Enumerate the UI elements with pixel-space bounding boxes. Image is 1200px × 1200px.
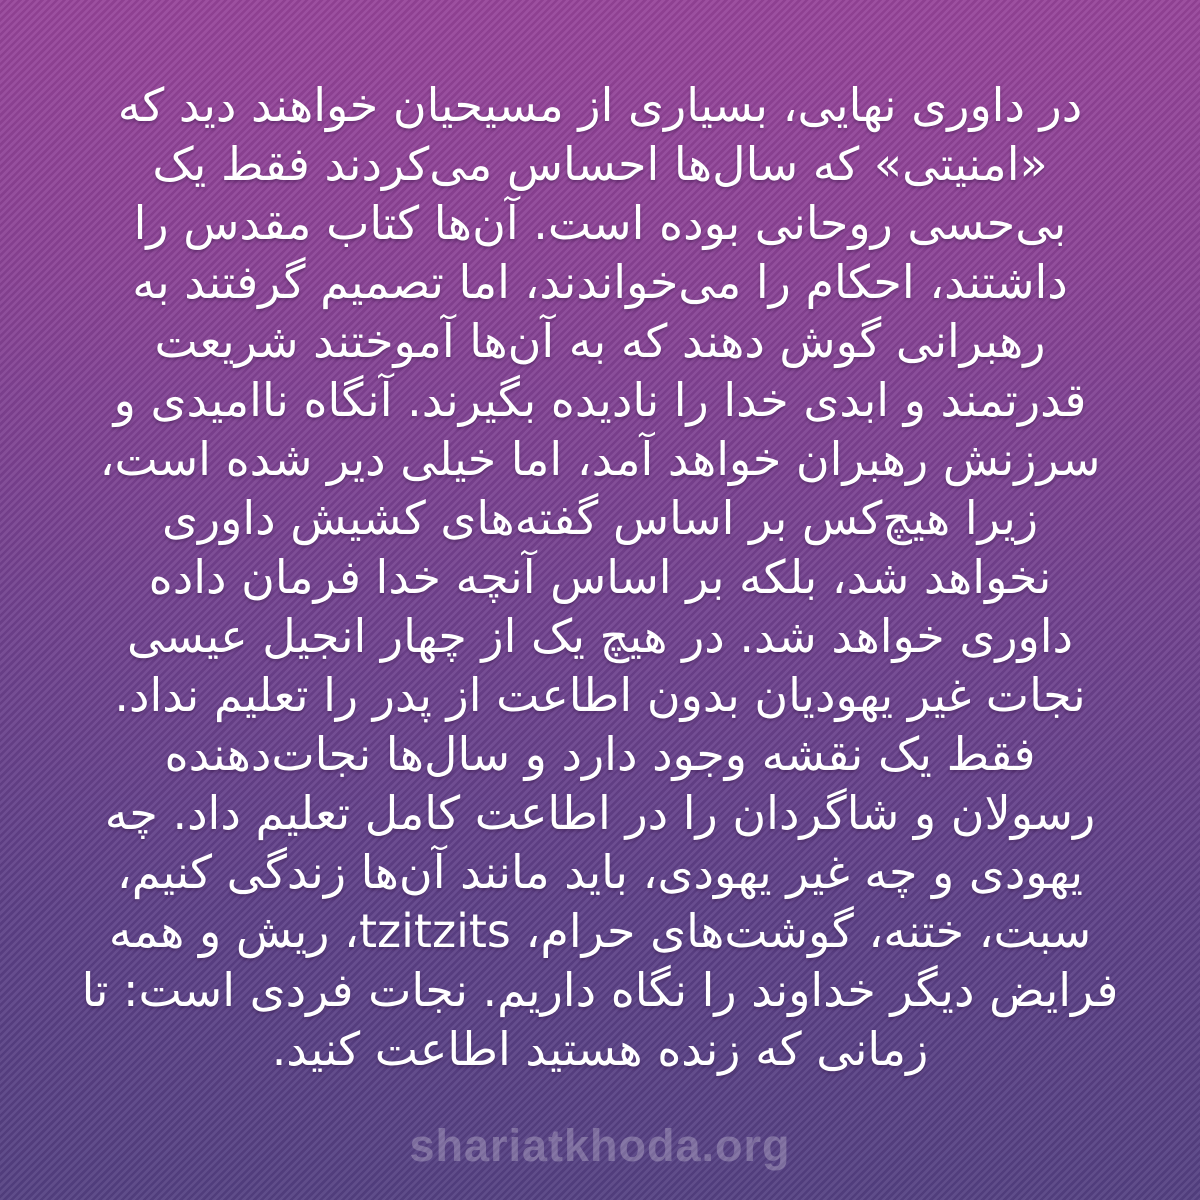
quote-line: فرایض دیگر خداوند را نگاه داریم. نجات فردی است: تا bbox=[81, 963, 1119, 1017]
quote-line: نجات غیر یهودیان بدون اطاعت از پدر را تعلیم نداد. bbox=[114, 668, 1086, 722]
quote-line: زمانی که زنده هستید اطاعت کنید. bbox=[271, 1022, 929, 1076]
quote-line: یهودی و چه غیر یهودی، باید مانند آن‌ها زندگی کنیم، bbox=[116, 845, 1084, 899]
quote-line: بی‌حسی روحانی بوده است. آن‌ها کتاب مقدس را bbox=[133, 196, 1067, 250]
quote-line: «امنیتی» که سال‌ها احساس می‌کردند فقط یک bbox=[152, 137, 1048, 191]
quote-line: نخواهد شد، بلکه بر اساس آنچه خدا فرمان داده bbox=[148, 550, 1052, 604]
quote-text-block bbox=[40, 76, 1160, 1079]
quote-line: داوری خواهد شد. در هیچ یک از چهار انجیل عیسی bbox=[126, 609, 1074, 663]
quote-line: داشتند، احکام را می‌خواندند، اما تصمیم گرفتند به bbox=[132, 255, 1068, 309]
quote-line: زیرا هیچ‌کس بر اساس گفته‌های کشیش داوری bbox=[161, 491, 1039, 545]
site-watermark: shariatkhoda.org bbox=[409, 1120, 791, 1171]
quote-line: سبت، ختنه، گوشت‌های حرام، tzitzits، ریش و همه bbox=[108, 904, 1092, 958]
quote-line: در داوری نهایی، بسیاری از مسیحیان خواهند دید که bbox=[117, 78, 1083, 132]
quote-line: سرزنش رهبران خواهد آمد، اما خیلی دیر شده است، bbox=[99, 432, 1101, 486]
quote-line: رسولان و شاگردان را در اطاعت کامل تعلیم داد. چه bbox=[104, 786, 1096, 840]
quote-line: فقط یک نقشه وجود دارد و سال‌ها نجات‌دهنده bbox=[164, 727, 1036, 781]
quote-line: قدرتمند و ابدی خدا را نادیده بگیرند. آنگاه ناامیدی و bbox=[113, 373, 1087, 427]
quote-line: رهبرانی گوش دهند که به آن‌ها آموختند شریعت bbox=[154, 314, 1046, 368]
